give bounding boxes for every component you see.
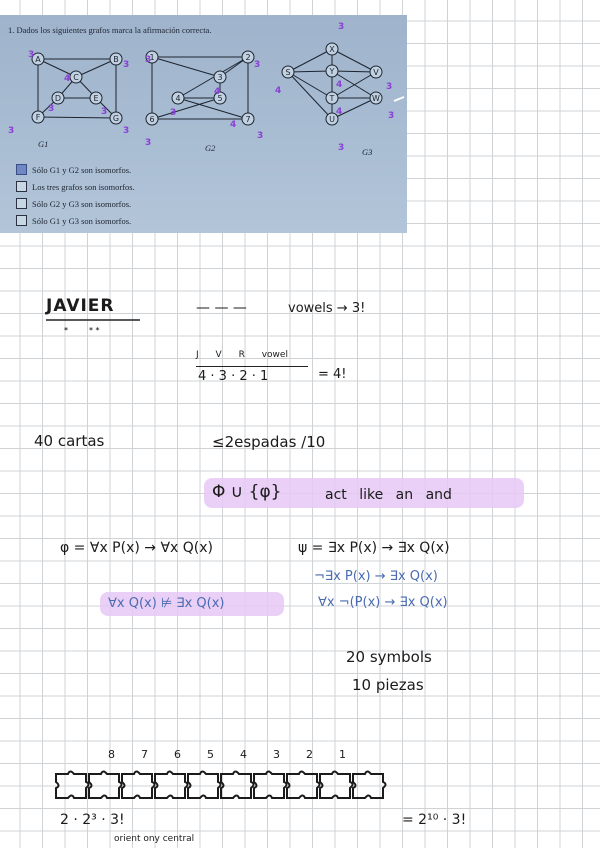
g3-node-label: X	[329, 45, 335, 54]
forall-line: ∀x Q(x) ⊭ ∃x Q(x)	[108, 596, 225, 611]
g2-node-label: 7	[245, 115, 251, 124]
puzzle-piece	[254, 772, 287, 799]
fraction-rule	[196, 366, 308, 367]
puzzle-piece	[155, 772, 188, 799]
fraction-letter-j: J	[196, 350, 199, 360]
svg-text:3: 3	[145, 55, 152, 65]
g3-label: G3	[362, 147, 373, 157]
svg-text:4: 4	[336, 107, 343, 117]
puzzle-piece	[287, 772, 320, 799]
g3-node-label: S	[285, 68, 291, 77]
g1-label: G1	[38, 139, 49, 149]
g2-label: G2	[205, 143, 216, 153]
puzzle-number: 3	[273, 748, 280, 761]
fraction-result: = 4!	[318, 367, 347, 382]
puzzle-number: 4	[240, 748, 247, 761]
piezas-note: 10 piezas	[352, 676, 424, 694]
puzzle-piece	[188, 772, 221, 799]
svg-text:4: 4	[214, 87, 221, 97]
bottom-right-expr: = 2¹⁰ · 3!	[402, 812, 467, 828]
vowels-note: vowels → 3!	[288, 301, 366, 316]
phi-union: Φ ∪ {φ}	[212, 482, 282, 502]
fraction-letter-r: R	[238, 350, 245, 360]
fraction-letter-v: V	[215, 350, 222, 360]
svg-text:3: 3	[170, 108, 177, 118]
javier-word: JAVIER	[46, 296, 115, 316]
puzzle-number: 2	[306, 748, 313, 761]
svg-text:3: 3	[388, 111, 395, 121]
svg-text:* *: * *	[89, 326, 100, 335]
cartas-note: 40 cartas	[34, 432, 105, 450]
g2-node-label: 6	[149, 115, 155, 124]
javier-underline	[44, 316, 144, 338]
g1-node-label: E	[93, 94, 99, 103]
question-title: 1. Dados los siguientes grafos marca la afirmación correcta.	[8, 25, 212, 35]
puzzle-number: 8	[108, 748, 115, 761]
g1-node-label: B	[113, 55, 119, 64]
act-like-note: act like an and	[325, 487, 452, 503]
fraction-letter-vowel: vowel	[261, 350, 288, 360]
puzzle-piece	[320, 772, 353, 799]
g2-node-label: 4	[175, 94, 181, 103]
svg-text:*: *	[64, 326, 68, 335]
phi-definition: φ = ∀x P(x) → ∀x Q(x)	[60, 540, 214, 556]
option-checkbox[interactable]	[16, 215, 27, 226]
g3-node-label: U	[329, 115, 335, 124]
g3-node-label: W	[372, 94, 380, 103]
fraction-numbers: 4 · 3 · 2 · 1	[198, 369, 269, 384]
fraction-letters	[196, 350, 288, 360]
svg-text:3: 3	[257, 131, 264, 141]
bottom-under-note: orient ony central	[114, 834, 195, 844]
option-checkbox[interactable]	[16, 164, 27, 175]
svg-text:4: 4	[230, 120, 237, 130]
g1-node-label: G	[112, 114, 120, 123]
g2-node-label: 3	[217, 73, 223, 82]
option-label: Sólo G2 y G3 son isomorfos.	[32, 199, 132, 209]
option-checkbox[interactable]	[16, 198, 27, 209]
option-label: Sólo G1 y G3 son isomorfos.	[32, 216, 132, 226]
svg-text:3: 3	[48, 104, 55, 114]
g1-node-label: F	[35, 113, 41, 122]
g1-node-label: C	[73, 73, 79, 82]
espadas-note: ≤2espadas /10	[212, 433, 326, 451]
g1-node-label: D	[54, 94, 62, 103]
puzzle-piece	[353, 772, 386, 799]
puzzle-piece	[221, 772, 254, 799]
svg-text:4: 4	[336, 80, 343, 90]
puzzle-piece	[56, 772, 89, 799]
option-label: Sólo G1 y G2 son isomorfos.	[32, 165, 132, 175]
g2-node-label: 2	[245, 53, 251, 62]
bottom-left-expr: 2 · 2³ · 3!	[60, 812, 125, 828]
svg-text:3: 3	[338, 22, 345, 32]
svg-text:3: 3	[254, 60, 261, 70]
puzzle-number: 5	[207, 748, 214, 761]
question-photo	[0, 15, 407, 233]
g2-node-label: 5	[217, 94, 223, 103]
svg-text:4: 4	[275, 86, 282, 96]
svg-text:3: 3	[145, 138, 152, 148]
psi-definition: ψ = ∃x P(x) → ∃x Q(x)	[298, 540, 450, 556]
puzzle-number: 1	[339, 748, 346, 761]
dashes: — — —	[196, 300, 247, 316]
g2-node-label: 1	[149, 53, 155, 62]
svg-text:3: 3	[8, 126, 15, 136]
puzzle-piece	[89, 772, 122, 799]
svg-text:4: 4	[64, 74, 71, 84]
g3-node-label: T	[329, 94, 335, 103]
svg-text:3: 3	[386, 82, 393, 92]
svg-text:3: 3	[101, 107, 108, 117]
svg-text:3: 3	[28, 50, 35, 60]
puzzle-piece	[122, 772, 155, 799]
blue-line-1: ¬∃x P(x) → ∃x Q(x)	[314, 569, 438, 584]
symbols-note: 20 symbols	[346, 648, 432, 666]
blue-line-2: ∀x ¬(P(x) → ∃x Q(x)	[318, 595, 448, 610]
puzzle-chain	[54, 768, 394, 804]
puzzle-number: 6	[174, 748, 181, 761]
g1-node-label: A	[35, 55, 41, 64]
svg-text:3: 3	[338, 143, 345, 153]
svg-text:3: 3	[123, 126, 130, 136]
puzzle-number: 7	[141, 748, 148, 761]
svg-text:3: 3	[123, 60, 130, 70]
option-checkbox[interactable]	[16, 181, 27, 192]
g3-node-label: Y	[329, 67, 335, 76]
option-label: Los tres grafos son isomorfos.	[32, 182, 135, 192]
g3-node-label: V	[373, 68, 379, 77]
